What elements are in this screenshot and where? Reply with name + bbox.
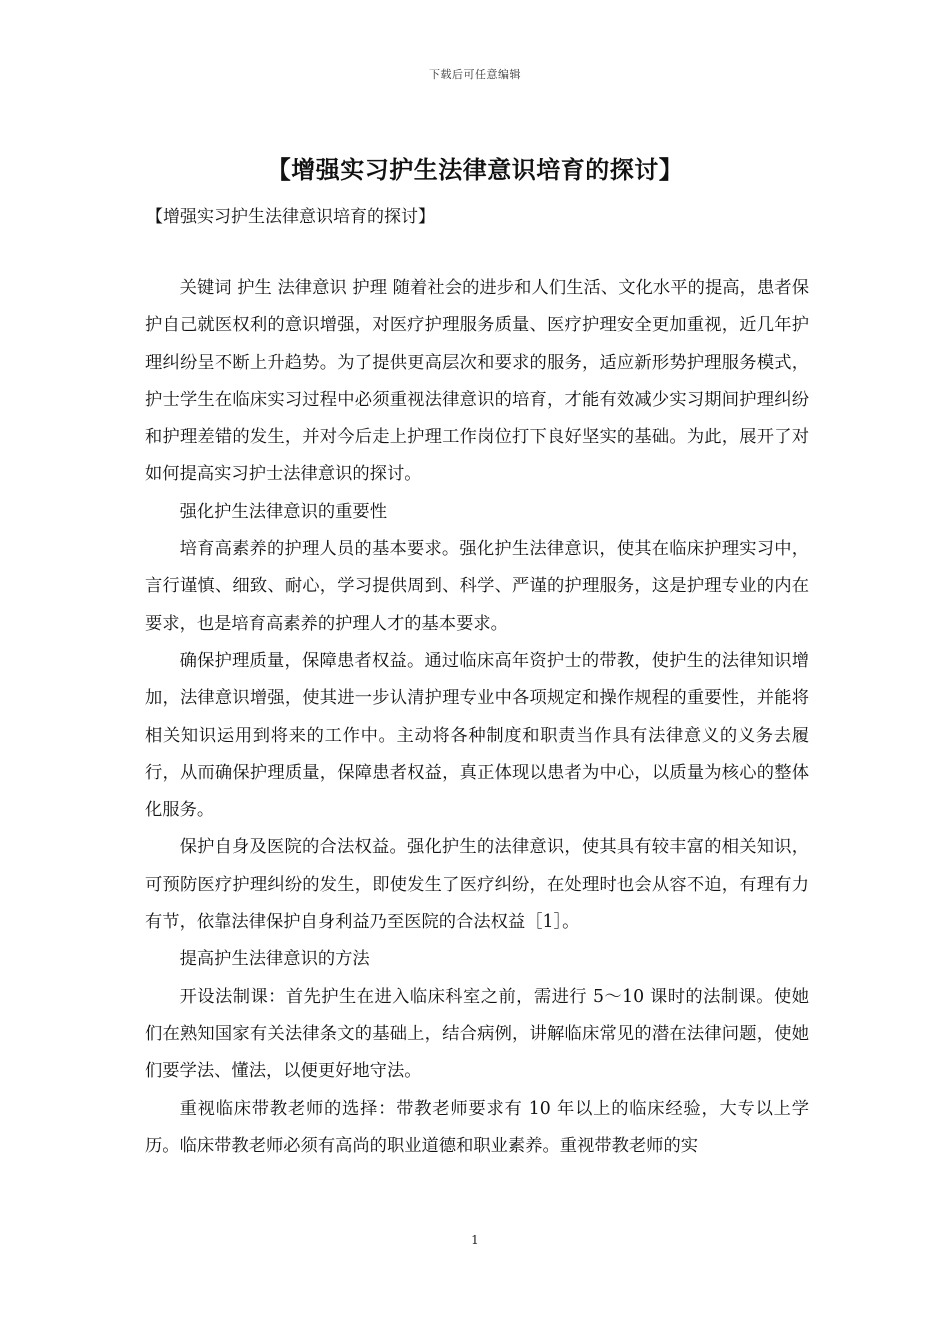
paragraph-basic-requirement: 培育高素养的护理人员的基本要求。强化护生法律意识，使其在临床护理实习中，言行谨慎、细致、耐心，学习提供周到、科学、严谨的护理服务，这是护理专业的内在要求，也是培育高素养的护理人才的基本要求。 (145, 539, 809, 634)
paragraph-legal-course: 开设法制课：首先护生在进入临床科室之前，需进行 5～10 课时的法制课。使她们在熟知国家有关法律条文的基础上，结合病例，讲解临床常见的潜在法律问题，使她们要学法、懂法，以便更好地守法。 (145, 986, 809, 1082)
document-body (145, 270, 809, 1165)
document-subtitle: 【增强实习护生法律意识培育的探讨】 (146, 207, 435, 227)
section-heading-importance: 强化护生法律意识的重要性 (179, 501, 387, 522)
document-title: 【增强实习护生法律意识培育的探讨】 (266, 155, 684, 184)
paragraph-teacher-selection: 重视临床带教老师的选择：带教老师要求有 10 年以上的临床经验，大专以上学历。临床带教老师必须有高尚的职业道德和职业素养。重视带教老师的实 (145, 1098, 809, 1156)
section-heading-methods: 提高护生法律意识的方法 (179, 949, 370, 970)
paragraph-quality-assurance: 确保护理质量，保障患者权益。通过临床高年资护士的带教，使护生的法律知识增加，法律意识增强，使其进一步认清护理专业中各项规定和操作规程的重要性，并能将相关知识运用到将来的工作中。主动将各种制度和职责当作具有法律意义的义务去履行，从而确保护理质量，保障患者权益，真正体现以患者为中心，以质量为核心的整体化服务。 (145, 650, 809, 821)
paragraph-legal-rights: 保护自身及医院的合法权益。强化护生的法律意识，使其具有较丰富的相关知识，可预防医疗护理纠纷的发生，即使发生了医疗纠纷，在处理时也会从容不迫，有理有力有节，依靠法律保护自身利益乃至医院的合法权益［1］。 (145, 837, 809, 933)
page-number: 1 (471, 1233, 479, 1247)
header-note: 下载后可任意编辑 (429, 68, 521, 81)
paragraph-keywords-intro: 关键词 护生 法律意识 护理 随着社会的进步和人们生活、文化水平的提高，患者保护自己就医权利的意识增强，对医疗护理服务质量、医疗护理安全更加重视，近几年护理纠纷呈不断上升趋势。为了提供更高层次和要求的服务，适应新形势护理服务模式，护士学生在临床实习过程中必须重视法律意识的培育，才能有效减少实习期间护理纠纷和护理差错的发生，并对今后走上护理工作岗位打下良好坚实的基础。为此，展开了对如何提高实习护士法律意识的探讨。 (145, 278, 809, 485)
